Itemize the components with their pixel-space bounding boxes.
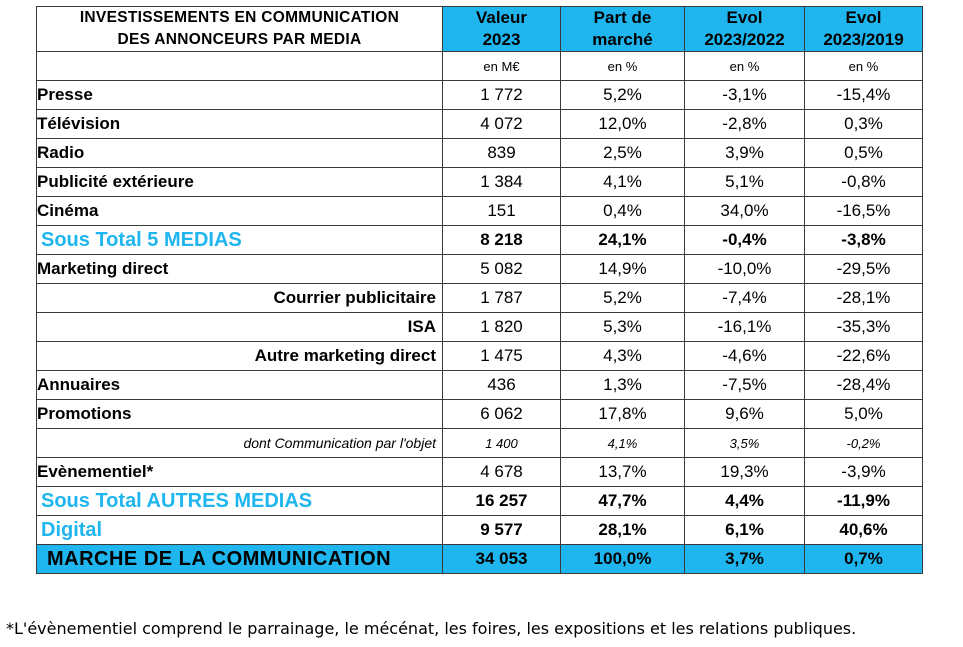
cell-valeur: 436	[443, 371, 561, 400]
table-row	[37, 458, 923, 487]
cell-part: 4,1%	[561, 429, 685, 458]
table-title-line1: INVESTISSEMENTS EN COMMUNICATION	[79, 9, 400, 26]
unit-cell: en M€	[443, 52, 561, 81]
cell-valeur: 1 475	[443, 342, 561, 371]
total-row	[37, 545, 923, 574]
cell-part: 2,5%	[561, 139, 685, 168]
cell-evol-2019: -22,6%	[805, 342, 923, 371]
cell-evol-2019: 0,7%	[805, 545, 923, 574]
row-label: Radio	[37, 139, 443, 168]
cell-evol-2022: 3,9%	[685, 139, 805, 168]
table-row	[37, 313, 923, 342]
unit-cell: en %	[685, 52, 805, 81]
unit-cell: en %	[561, 52, 685, 81]
cell-valeur: 1 787	[443, 284, 561, 313]
cell-part: 4,1%	[561, 168, 685, 197]
subtotal-row	[37, 516, 923, 545]
cell-part: 47,7%	[561, 487, 685, 516]
media-investment-table	[36, 6, 923, 574]
table-row	[37, 168, 923, 197]
row-label: Autre marketing direct	[37, 342, 443, 371]
subtotal-label: Digital	[37, 516, 443, 545]
row-label: Marketing direct	[37, 255, 443, 284]
row-label: Presse	[37, 81, 443, 110]
table-row	[37, 110, 923, 139]
row-label: Cinéma	[37, 197, 443, 226]
cell-evol-2019: 40,6%	[805, 516, 923, 545]
cell-valeur: 1 820	[443, 313, 561, 342]
cell-valeur: 1 772	[443, 81, 561, 110]
cell-valeur: 8 218	[443, 226, 561, 255]
cell-part: 5,2%	[561, 284, 685, 313]
units-row	[37, 52, 923, 81]
cell-evol-2022: 6,1%	[685, 516, 805, 545]
cell-valeur: 5 082	[443, 255, 561, 284]
cell-part: 28,1%	[561, 516, 685, 545]
cell-valeur: 6 062	[443, 400, 561, 429]
table-row	[37, 197, 923, 226]
cell-evol-2022: -10,0%	[685, 255, 805, 284]
cell-part: 14,9%	[561, 255, 685, 284]
cell-valeur: 16 257	[443, 487, 561, 516]
cell-evol-2022: -0,4%	[685, 226, 805, 255]
cell-evol-2019: -28,1%	[805, 284, 923, 313]
cell-valeur: 4 678	[443, 458, 561, 487]
cell-part: 24,1%	[561, 226, 685, 255]
table-row	[37, 255, 923, 284]
header-part: Part de marché	[561, 7, 685, 52]
cell-valeur: 9 577	[443, 516, 561, 545]
row-label: Courrier publicitaire	[37, 284, 443, 313]
cell-evol-2019: 0,5%	[805, 139, 923, 168]
cell-evol-2022: 3,5%	[685, 429, 805, 458]
cell-part: 13,7%	[561, 458, 685, 487]
row-label: Télévision	[37, 110, 443, 139]
table-row	[37, 284, 923, 313]
cell-evol-2019: -0,2%	[805, 429, 923, 458]
row-label: Evènementiel*	[37, 458, 443, 487]
cell-evol-2022: -4,6%	[685, 342, 805, 371]
table-row	[37, 81, 923, 110]
cell-valeur: 839	[443, 139, 561, 168]
cell-evol-2022: -7,4%	[685, 284, 805, 313]
table-row	[37, 429, 923, 458]
subtotal-label: Sous Total 5 MEDIAS	[37, 226, 443, 255]
cell-evol-2019: -3,8%	[805, 226, 923, 255]
cell-part: 17,8%	[561, 400, 685, 429]
cell-evol-2022: 9,6%	[685, 400, 805, 429]
subtotal-row	[37, 226, 923, 255]
cell-valeur: 1 400	[443, 429, 561, 458]
table-row	[37, 342, 923, 371]
table-title-line2: DES ANNONCEURS PAR MEDIA	[117, 31, 362, 48]
footnote: *L'évènementiel comprend le parrainage, le mécénat, les foires, les expositions et les relations publiques.	[6, 619, 857, 638]
cell-part: 100,0%	[561, 545, 685, 574]
cell-evol-2019: -15,4%	[805, 81, 923, 110]
cell-part: 12,0%	[561, 110, 685, 139]
cell-part: 0,4%	[561, 197, 685, 226]
cell-evol-2019: -35,3%	[805, 313, 923, 342]
table-title	[37, 7, 443, 52]
cell-evol-2019: -16,5%	[805, 197, 923, 226]
cell-evol-2019: 5,0%	[805, 400, 923, 429]
cell-valeur: 34 053	[443, 545, 561, 574]
cell-evol-2022: 3,7%	[685, 545, 805, 574]
cell-evol-2019: -0,8%	[805, 168, 923, 197]
cell-evol-2022: -7,5%	[685, 371, 805, 400]
header-evol-2019: Evol 2023/2019	[805, 7, 923, 52]
cell-evol-2019: -3,9%	[805, 458, 923, 487]
table-row	[37, 371, 923, 400]
cell-evol-2022: -3,1%	[685, 81, 805, 110]
table-row	[37, 139, 923, 168]
cell-evol-2019: 0,3%	[805, 110, 923, 139]
unit-cell: en %	[805, 52, 923, 81]
cell-valeur: 1 384	[443, 168, 561, 197]
cell-evol-2022: 5,1%	[685, 168, 805, 197]
cell-part: 1,3%	[561, 371, 685, 400]
total-label: MARCHE DE LA COMMUNICATION	[37, 545, 443, 574]
row-label: Publicité extérieure	[37, 168, 443, 197]
cell-evol-2019: -11,9%	[805, 487, 923, 516]
row-label: ISA	[37, 313, 443, 342]
subtotal-row	[37, 487, 923, 516]
cell-evol-2022: 19,3%	[685, 458, 805, 487]
cell-evol-2019: -28,4%	[805, 371, 923, 400]
cell-valeur: 151	[443, 197, 561, 226]
header-evol-2022: Evol 2023/2022	[685, 7, 805, 52]
cell-part: 5,3%	[561, 313, 685, 342]
cell-evol-2022: -2,8%	[685, 110, 805, 139]
header-valeur: Valeur 2023	[443, 7, 561, 52]
cell-part: 5,2%	[561, 81, 685, 110]
subtotal-label: Sous Total AUTRES MEDIAS	[37, 487, 443, 516]
cell-valeur: 4 072	[443, 110, 561, 139]
cell-part: 4,3%	[561, 342, 685, 371]
row-label: Annuaires	[37, 371, 443, 400]
cell-evol-2019: -29,5%	[805, 255, 923, 284]
row-label: dont Communication par l'objet	[37, 429, 443, 458]
row-label: Promotions	[37, 400, 443, 429]
cell-evol-2022: 4,4%	[685, 487, 805, 516]
table-row	[37, 400, 923, 429]
header-row	[37, 7, 923, 52]
cell-evol-2022: 34,0%	[685, 197, 805, 226]
cell-evol-2022: -16,1%	[685, 313, 805, 342]
